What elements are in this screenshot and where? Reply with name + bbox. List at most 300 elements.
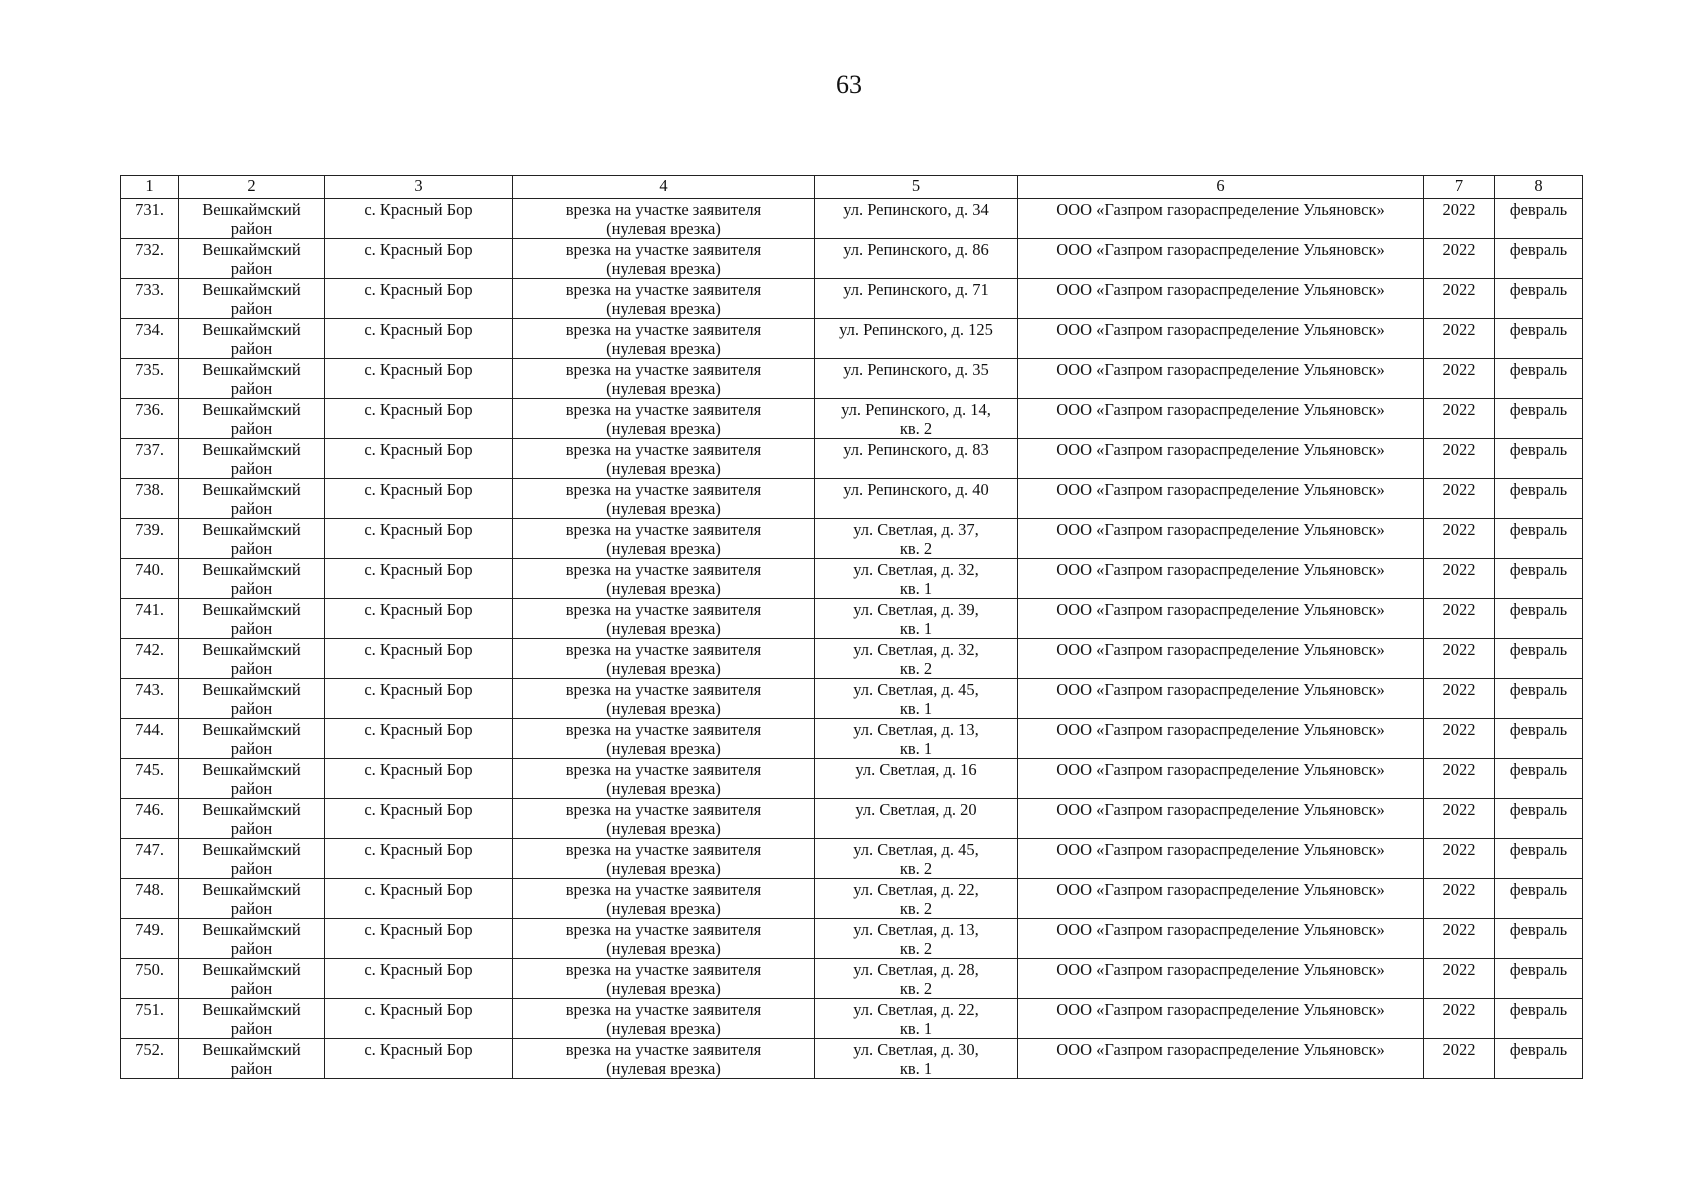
cell-organization (1018, 919, 1424, 959)
cell-address-text: ул. Светлая, д. 32, кв. 2 (853, 640, 979, 678)
cell-month-text: февраль (1509, 520, 1568, 539)
cell-organization-text: ООО «Газпром газораспределение Ульяновск» (1056, 480, 1385, 499)
cell-settlement (325, 639, 513, 679)
cell-year-text: 2022 (1442, 1000, 1476, 1019)
cell-organization (1018, 759, 1424, 799)
cell-month-text: февраль (1509, 560, 1568, 579)
cell-year (1424, 279, 1495, 319)
table-row (121, 959, 1583, 999)
cell-number (121, 639, 179, 679)
cell-district (179, 759, 325, 799)
cell-district-text: Вешкаймский район (202, 200, 301, 238)
cell-organization-text: ООО «Газпром газораспределение Ульяновск» (1056, 600, 1385, 619)
cell-district-text: Вешкаймский район (202, 480, 301, 518)
cell-address-text: ул. Светлая, д. 20 (855, 800, 977, 819)
cell-district-text: Вешкаймский район (202, 760, 301, 798)
cell-month-text: февраль (1509, 880, 1568, 899)
cell-year (1424, 639, 1495, 679)
cell-month-text: февраль (1509, 840, 1568, 859)
cell-organization-text: ООО «Газпром газораспределение Ульяновск» (1056, 560, 1385, 579)
cell-address (815, 639, 1018, 679)
cell-month-text: февраль (1509, 240, 1568, 259)
cell-organization (1018, 399, 1424, 439)
cell-month-text: февраль (1509, 280, 1568, 299)
cell-organization (1018, 799, 1424, 839)
cell-month (1495, 399, 1583, 439)
cell-organization-text: ООО «Газпром газораспределение Ульяновск» (1056, 640, 1385, 659)
cell-month (1495, 1039, 1583, 1079)
cell-number (121, 879, 179, 919)
cell-settlement-text: с. Красный Бор (364, 200, 473, 219)
cell-number (121, 519, 179, 559)
cell-district (179, 239, 325, 279)
cell-work-type (513, 759, 815, 799)
cell-work-type (513, 559, 815, 599)
cell-district (179, 639, 325, 679)
cell-number-text: 739. (135, 520, 164, 539)
cell-work-type-text: врезка на участке заявителя (нулевая врезка) (565, 840, 762, 878)
cell-number (121, 439, 179, 479)
cell-number-text: 745. (135, 760, 164, 779)
cell-address-text: ул. Светлая, д. 28, кв. 2 (853, 960, 979, 998)
cell-number (121, 839, 179, 879)
cell-district-text: Вешкаймский район (202, 360, 301, 398)
cell-district (179, 199, 325, 239)
cell-month-text: февраль (1509, 400, 1568, 419)
table-row (121, 279, 1583, 319)
cell-district-text: Вешкаймский район (202, 280, 301, 318)
column-header-1: 1 (121, 176, 179, 199)
cell-work-type-text: врезка на участке заявителя (нулевая врезка) (565, 640, 762, 678)
cell-settlement (325, 279, 513, 319)
cell-month (1495, 879, 1583, 919)
cell-year-text: 2022 (1442, 680, 1476, 699)
cell-month-text: февраль (1509, 480, 1568, 499)
cell-year (1424, 959, 1495, 999)
cell-settlement (325, 359, 513, 399)
cell-district-text: Вешкаймский район (202, 1040, 301, 1078)
cell-work-type (513, 439, 815, 479)
cell-month (1495, 799, 1583, 839)
cell-month (1495, 479, 1583, 519)
cell-work-type-text: врезка на участке заявителя (нулевая врезка) (565, 240, 762, 278)
cell-settlement (325, 599, 513, 639)
cell-work-type-text: врезка на участке заявителя (нулевая врезка) (565, 1000, 762, 1038)
cell-year-text: 2022 (1442, 720, 1476, 739)
cell-organization (1018, 639, 1424, 679)
cell-organization-text: ООО «Газпром газораспределение Ульяновск» (1056, 200, 1385, 219)
cell-work-type-text: врезка на участке заявителя (нулевая врезка) (565, 720, 762, 758)
cell-address-text: ул. Светлая, д. 13, кв. 2 (853, 920, 979, 958)
cell-district-text: Вешкаймский район (202, 400, 301, 438)
cell-address (815, 919, 1018, 959)
cell-number-text: 733. (135, 280, 164, 299)
cell-organization-text: ООО «Газпром газораспределение Ульяновск» (1056, 280, 1385, 299)
cell-settlement (325, 559, 513, 599)
cell-address (815, 839, 1018, 879)
cell-settlement-text: с. Красный Бор (364, 880, 473, 899)
cell-work-type (513, 799, 815, 839)
cell-year (1424, 439, 1495, 479)
cell-district-text: Вешкаймский район (202, 560, 301, 598)
cell-number (121, 479, 179, 519)
cell-address-text: ул. Светлая, д. 32, кв. 1 (853, 560, 979, 598)
cell-settlement (325, 399, 513, 439)
cell-work-type-text: врезка на участке заявителя (нулевая врезка) (565, 920, 762, 958)
cell-address (815, 999, 1018, 1039)
cell-district (179, 519, 325, 559)
cell-address-text: ул. Светлая, д. 45, кв. 1 (853, 680, 979, 718)
table-row (121, 879, 1583, 919)
cell-month (1495, 679, 1583, 719)
cell-work-type-text: врезка на участке заявителя (нулевая врезка) (565, 600, 762, 638)
cell-number-text: 747. (135, 840, 164, 859)
cell-settlement-text: с. Красный Бор (364, 1040, 473, 1059)
cell-number (121, 319, 179, 359)
cell-month (1495, 719, 1583, 759)
cell-year (1424, 1039, 1495, 1079)
cell-address (815, 279, 1018, 319)
cell-district (179, 839, 325, 879)
cell-district (179, 1039, 325, 1079)
cell-year-text: 2022 (1442, 640, 1476, 659)
cell-settlement-text: с. Красный Бор (364, 240, 473, 259)
cell-year (1424, 199, 1495, 239)
cell-month (1495, 759, 1583, 799)
cell-district-text: Вешкаймский район (202, 640, 301, 678)
cell-work-type (513, 919, 815, 959)
cell-organization-text: ООО «Газпром газораспределение Ульяновск» (1056, 1040, 1385, 1059)
cell-settlement-text: с. Красный Бор (364, 280, 473, 299)
cell-address-text: ул. Репинского, д. 14, кв. 2 (841, 400, 991, 438)
cell-organization-text: ООО «Газпром газораспределение Ульяновск» (1056, 720, 1385, 739)
cell-organization (1018, 439, 1424, 479)
cell-number-text: 738. (135, 480, 164, 499)
cell-district (179, 999, 325, 1039)
cell-address-text: ул. Репинского, д. 40 (843, 480, 989, 499)
cell-month-text: февраль (1509, 720, 1568, 739)
cell-address (815, 959, 1018, 999)
cell-month (1495, 199, 1583, 239)
cell-number-text: 736. (135, 400, 164, 419)
cell-year-text: 2022 (1442, 320, 1476, 339)
cell-work-type-text: врезка на участке заявителя (нулевая врезка) (565, 280, 762, 318)
cell-year-text: 2022 (1442, 240, 1476, 259)
cell-organization-text: ООО «Газпром газораспределение Ульяновск» (1056, 320, 1385, 339)
cell-organization (1018, 679, 1424, 719)
cell-work-type (513, 599, 815, 639)
cell-organization-text: ООО «Газпром газораспределение Ульяновск» (1056, 920, 1385, 939)
cell-year-text: 2022 (1442, 400, 1476, 419)
cell-month-text: февраль (1509, 320, 1568, 339)
table-row (121, 439, 1583, 479)
cell-organization (1018, 1039, 1424, 1079)
cell-organization (1018, 199, 1424, 239)
cell-organization (1018, 559, 1424, 599)
cell-settlement-text: с. Красный Бор (364, 760, 473, 779)
cell-settlement-text: с. Красный Бор (364, 960, 473, 979)
cell-organization (1018, 999, 1424, 1039)
cell-number-text: 737. (135, 440, 164, 459)
cell-settlement-text: с. Красный Бор (364, 480, 473, 499)
table-row (121, 399, 1583, 439)
cell-work-type (513, 719, 815, 759)
cell-district (179, 319, 325, 359)
cell-work-type-text: врезка на участке заявителя (нулевая врезка) (565, 880, 762, 918)
cell-address (815, 719, 1018, 759)
cell-year (1424, 599, 1495, 639)
cell-month-text: февраль (1509, 760, 1568, 779)
table-row (121, 319, 1583, 359)
cell-settlement-text: с. Красный Бор (364, 840, 473, 859)
column-header-8: 8 (1495, 176, 1583, 199)
cell-month (1495, 599, 1583, 639)
cell-settlement (325, 999, 513, 1039)
cell-organization-text: ООО «Газпром газораспределение Ульяновск» (1056, 960, 1385, 979)
cell-address-text: ул. Светлая, д. 22, кв. 1 (853, 1000, 979, 1038)
cell-organization (1018, 839, 1424, 879)
cell-address (815, 1039, 1018, 1079)
cell-settlement-text: с. Красный Бор (364, 1000, 473, 1019)
cell-address-text: ул. Репинского, д. 125 (839, 320, 993, 339)
cell-organization (1018, 879, 1424, 919)
cell-organization-text: ООО «Газпром газораспределение Ульяновск» (1056, 760, 1385, 779)
cell-year (1424, 879, 1495, 919)
cell-month (1495, 559, 1583, 599)
column-header-5: 5 (815, 176, 1018, 199)
table-row (121, 599, 1583, 639)
cell-year-text: 2022 (1442, 600, 1476, 619)
cell-month-text: февраль (1509, 1040, 1568, 1059)
cell-number (121, 559, 179, 599)
cell-settlement (325, 239, 513, 279)
table-row (121, 479, 1583, 519)
cell-district (179, 679, 325, 719)
cell-address (815, 359, 1018, 399)
cell-number (121, 919, 179, 959)
cell-number-text: 746. (135, 800, 164, 819)
cell-work-type (513, 1039, 815, 1079)
cell-year-text: 2022 (1442, 360, 1476, 379)
cell-work-type (513, 199, 815, 239)
cell-address (815, 199, 1018, 239)
table-row (121, 559, 1583, 599)
cell-district (179, 959, 325, 999)
cell-settlement-text: с. Красный Бор (364, 600, 473, 619)
cell-district-text: Вешкаймский район (202, 1000, 301, 1038)
cell-settlement (325, 479, 513, 519)
cell-year (1424, 519, 1495, 559)
cell-address-text: ул. Светлая, д. 37, кв. 2 (853, 520, 979, 558)
cell-year (1424, 679, 1495, 719)
cell-month-text: февраль (1509, 680, 1568, 699)
cell-organization-text: ООО «Газпром газораспределение Ульяновск» (1056, 800, 1385, 819)
cell-number (121, 679, 179, 719)
cell-work-type-text: врезка на участке заявителя (нулевая врезка) (565, 520, 762, 558)
cell-year (1424, 999, 1495, 1039)
cell-work-type-text: врезка на участке заявителя (нулевая врезка) (565, 440, 762, 478)
table-row (121, 1039, 1583, 1079)
cell-organization-text: ООО «Газпром газораспределение Ульяновск» (1056, 360, 1385, 379)
table-row (121, 799, 1583, 839)
cell-work-type (513, 999, 815, 1039)
cell-year-text: 2022 (1442, 920, 1476, 939)
cell-settlement (325, 959, 513, 999)
cell-month (1495, 839, 1583, 879)
cell-district (179, 559, 325, 599)
cell-month-text: февраль (1509, 440, 1568, 459)
cell-year-text: 2022 (1442, 200, 1476, 219)
cell-settlement (325, 799, 513, 839)
cell-year (1424, 719, 1495, 759)
cell-year-text: 2022 (1442, 480, 1476, 499)
cell-address (815, 679, 1018, 719)
cell-year-text: 2022 (1442, 960, 1476, 979)
cell-settlement (325, 839, 513, 879)
data-table (120, 175, 1583, 1079)
table-row (121, 639, 1583, 679)
cell-district (179, 879, 325, 919)
cell-number-text: 743. (135, 680, 164, 699)
cell-settlement-text: с. Красный Бор (364, 320, 473, 339)
column-header-4: 4 (513, 176, 815, 199)
cell-address (815, 519, 1018, 559)
cell-settlement-text: с. Красный Бор (364, 560, 473, 579)
cell-month (1495, 319, 1583, 359)
column-header-3: 3 (325, 176, 513, 199)
cell-year (1424, 799, 1495, 839)
cell-organization-text: ООО «Газпром газораспределение Ульяновск» (1056, 440, 1385, 459)
cell-number (121, 799, 179, 839)
cell-district (179, 799, 325, 839)
cell-settlement (325, 759, 513, 799)
cell-number-text: 749. (135, 920, 164, 939)
cell-work-type-text: врезка на участке заявителя (нулевая врезка) (565, 200, 762, 238)
cell-settlement-text: с. Красный Бор (364, 440, 473, 459)
cell-district-text: Вешкаймский район (202, 880, 301, 918)
cell-month-text: февраль (1509, 360, 1568, 379)
cell-district-text: Вешкаймский район (202, 440, 301, 478)
cell-address-text: ул. Репинского, д. 83 (843, 440, 989, 459)
cell-number-text: 734. (135, 320, 164, 339)
cell-address-text: ул. Светлая, д. 13, кв. 1 (853, 720, 979, 758)
cell-month-text: февраль (1509, 200, 1568, 219)
cell-district-text: Вешкаймский район (202, 320, 301, 358)
cell-number (121, 1039, 179, 1079)
cell-year-text: 2022 (1442, 440, 1476, 459)
cell-number-text: 731. (135, 200, 164, 219)
cell-work-type-text: врезка на участке заявителя (нулевая врезка) (565, 560, 762, 598)
cell-district (179, 919, 325, 959)
table-row (121, 839, 1583, 879)
cell-organization-text: ООО «Газпром газораспределение Ульяновск» (1056, 680, 1385, 699)
cell-district-text: Вешкаймский район (202, 800, 301, 838)
table-row (121, 519, 1583, 559)
cell-month (1495, 999, 1583, 1039)
cell-address-text: ул. Светлая, д. 39, кв. 1 (853, 600, 979, 638)
cell-number (121, 759, 179, 799)
cell-organization (1018, 359, 1424, 399)
cell-year-text: 2022 (1442, 280, 1476, 299)
cell-district-text: Вешкаймский район (202, 720, 301, 758)
cell-address-text: ул. Репинского, д. 34 (843, 200, 989, 219)
cell-year (1424, 759, 1495, 799)
cell-address-text: ул. Светлая, д. 30, кв. 1 (853, 1040, 979, 1078)
cell-address-text: ул. Репинского, д. 35 (843, 360, 989, 379)
cell-work-type (513, 839, 815, 879)
cell-number-text: 735. (135, 360, 164, 379)
cell-district (179, 719, 325, 759)
cell-address (815, 239, 1018, 279)
cell-work-type (513, 319, 815, 359)
cell-number-text: 752. (135, 1040, 164, 1059)
cell-organization (1018, 599, 1424, 639)
cell-organization (1018, 719, 1424, 759)
cell-settlement (325, 879, 513, 919)
column-header-7: 7 (1424, 176, 1495, 199)
cell-settlement (325, 679, 513, 719)
cell-settlement (325, 439, 513, 479)
cell-settlement (325, 719, 513, 759)
cell-number-text: 748. (135, 880, 164, 899)
cell-number-text: 732. (135, 240, 164, 259)
cell-month-text: февраль (1509, 640, 1568, 659)
cell-work-type-text: врезка на участке заявителя (нулевая врезка) (565, 680, 762, 718)
cell-year (1424, 239, 1495, 279)
cell-year (1424, 919, 1495, 959)
cell-number (121, 399, 179, 439)
cell-number (121, 599, 179, 639)
cell-district (179, 279, 325, 319)
cell-work-type (513, 399, 815, 439)
cell-year-text: 2022 (1442, 1040, 1476, 1059)
table-row (121, 679, 1583, 719)
page-number: 63 (836, 70, 862, 99)
cell-address (815, 879, 1018, 919)
table-row (121, 999, 1583, 1039)
cell-year-text: 2022 (1442, 520, 1476, 539)
cell-district-text: Вешкаймский район (202, 240, 301, 278)
cell-address-text: ул. Репинского, д. 71 (843, 280, 989, 299)
cell-organization-text: ООО «Газпром газораспределение Ульяновск» (1056, 240, 1385, 259)
cell-month (1495, 519, 1583, 559)
cell-work-type-text: врезка на участке заявителя (нулевая врезка) (565, 480, 762, 518)
cell-organization-text: ООО «Газпром газораспределение Ульяновск» (1056, 1000, 1385, 1019)
cell-settlement (325, 199, 513, 239)
cell-organization-text: ООО «Газпром газораспределение Ульяновск» (1056, 880, 1385, 899)
cell-organization (1018, 239, 1424, 279)
cell-year (1424, 399, 1495, 439)
cell-settlement-text: с. Красный Бор (364, 720, 473, 739)
cell-settlement-text: с. Красный Бор (364, 400, 473, 419)
cell-year-text: 2022 (1442, 760, 1476, 779)
cell-address (815, 799, 1018, 839)
cell-number (121, 199, 179, 239)
table-header (121, 176, 1583, 199)
cell-work-type-text: врезка на участке заявителя (нулевая врезка) (565, 400, 762, 438)
cell-month (1495, 439, 1583, 479)
cell-address-text: ул. Светлая, д. 16 (855, 760, 977, 779)
cell-work-type (513, 639, 815, 679)
cell-year (1424, 359, 1495, 399)
cell-settlement (325, 519, 513, 559)
cell-address (815, 319, 1018, 359)
cell-address (815, 399, 1018, 439)
cell-district (179, 479, 325, 519)
table-row (121, 759, 1583, 799)
cell-organization (1018, 479, 1424, 519)
cell-work-type (513, 679, 815, 719)
